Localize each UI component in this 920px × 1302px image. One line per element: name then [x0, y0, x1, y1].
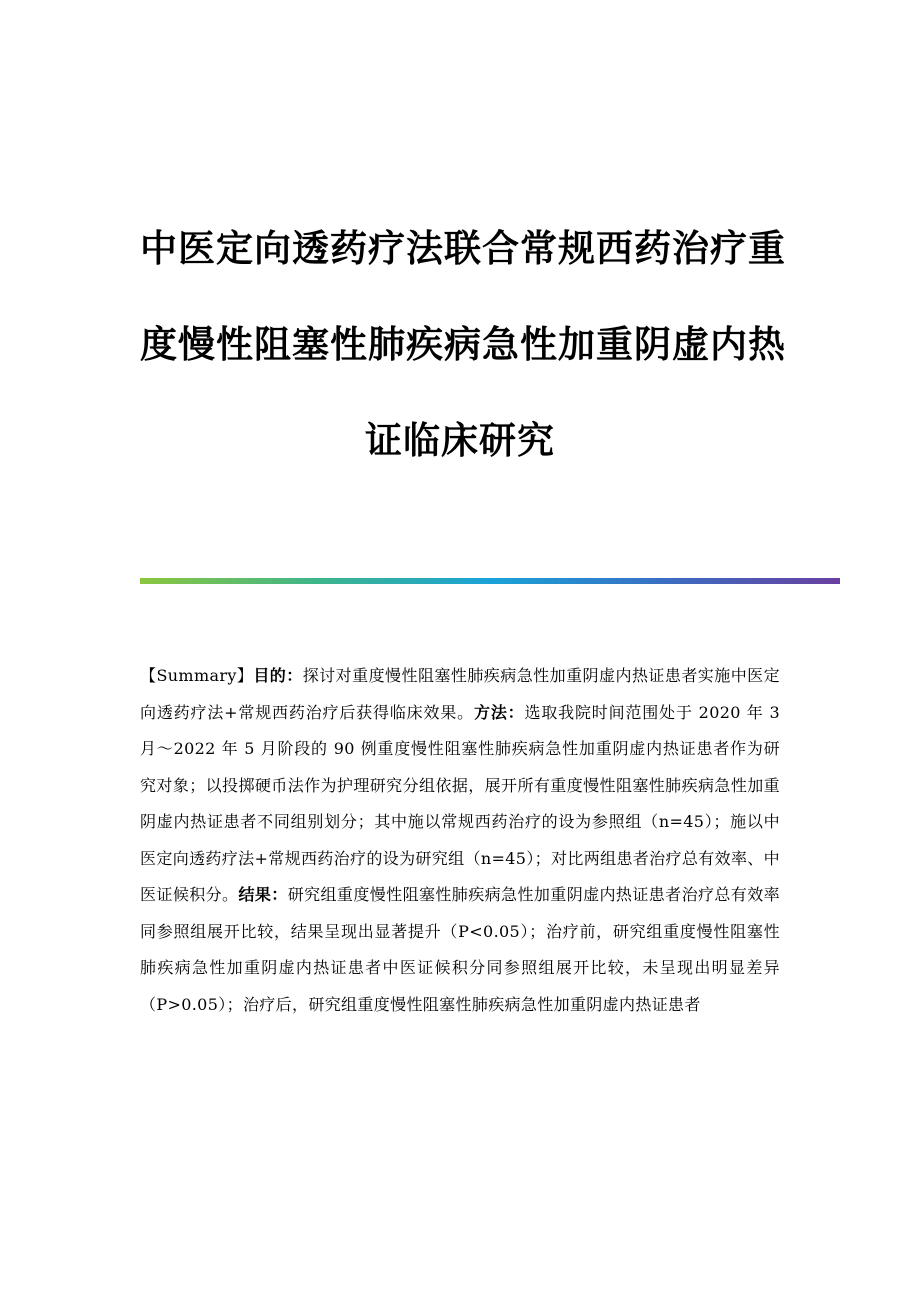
paper-title-line-1: 中医定向透药疗法联合常规西药治疗重 — [140, 227, 786, 270]
results-text: 研究组重度慢性阻塞性肺疾病急性加重阴虚内热证患者治疗总有效率同参照组展开比较，结果呈现出显著提升（P<0.05）；治疗前，研究组重度慢性阻塞性肺疾病急性加重阴虚内热证患者中医证候积分同参照组展开比较，未呈现出明显差异（P>0.05）；治疗后，研究组重度慢性阻塞性肺疾病急性加重阴虚内热证患者 — [140, 885, 780, 1014]
abstract-paragraph — [140, 658, 780, 1023]
summary-tag: 【Summary】 — [140, 666, 254, 685]
methods-text: 选取我院时间范围处于 2020 年 3 月～2022 年 5 月阶段的 90 例重度慢性阻塞性肺疾病急性加重阴虚内热证患者作为研究对象；以投掷硬币法作为护理研究分组依据，展开所有重度慢性阻塞性肺疾病急性加重阴虚内热证患者不同组别划分；其中施以常规西药治疗的设为参照组（n=45）；施以中医定向透药疗法+常规西药治疗的设为研究组（n=45）；对比两组患者治疗总有效率、中医证候积分。 — [140, 702, 780, 904]
paper-title-line-2: 度慢性阻塞性肺疾病急性加重阴虚内热 — [140, 323, 786, 366]
objective-text: 探讨对重度慢性阻塞性肺疾病急性加重阴虚内热证患者实施中医定向透药疗法+常规西药治疗后获得临床效果。 — [140, 666, 780, 722]
results-label: 结果： — [238, 885, 288, 904]
paper-title-line-3: 证临床研究 — [365, 419, 555, 462]
gradient-divider — [140, 578, 840, 584]
objective-label: 目的： — [253, 666, 303, 685]
methods-label: 方法： — [473, 702, 525, 722]
